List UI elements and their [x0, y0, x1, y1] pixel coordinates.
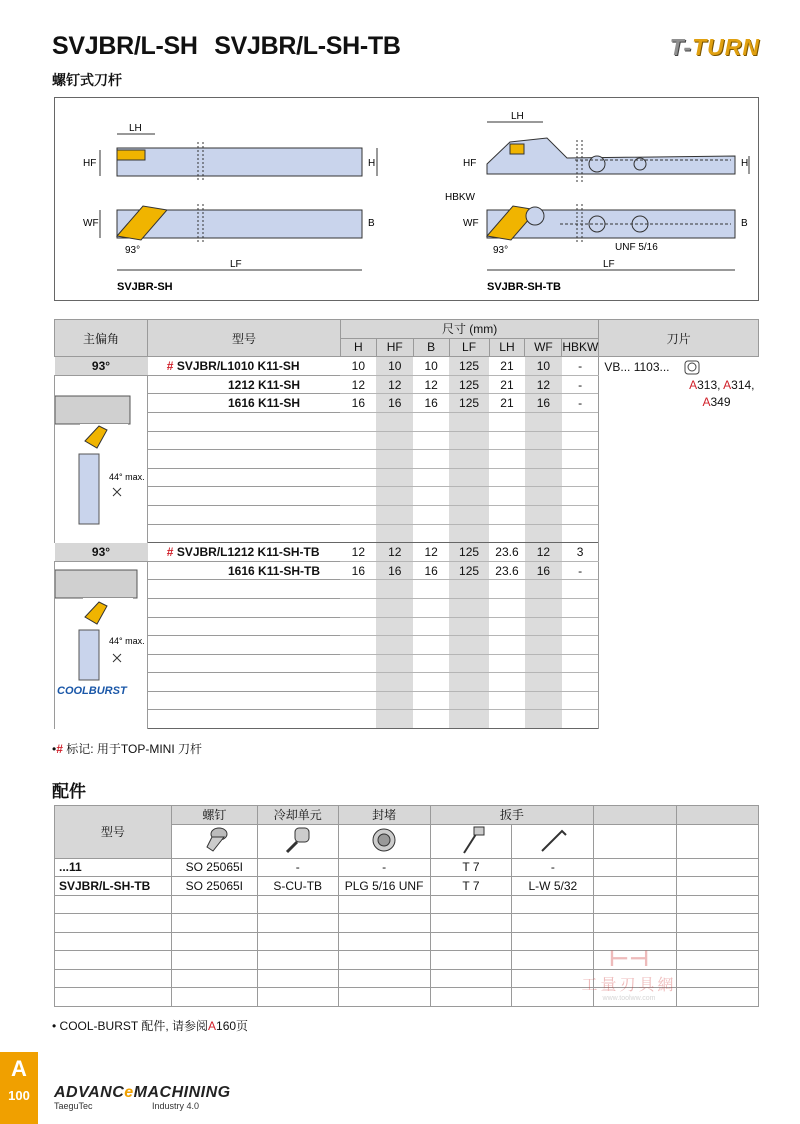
dim-hf: 12 — [376, 375, 413, 394]
dim-lf: 125 — [449, 394, 489, 413]
dim-hf: 16 — [376, 394, 413, 413]
insert-code: VB... 1103... — [604, 360, 670, 375]
empty-row — [55, 895, 759, 914]
dim-wf: 10 — [525, 357, 562, 376]
model-prefix: SVJBR/L — [176, 544, 228, 559]
holder-tb-side — [487, 138, 735, 174]
ref-page: 349 — [710, 395, 731, 410]
label-wf: WF — [83, 218, 99, 229]
ref-page: 314, — [731, 378, 755, 393]
model-prefix: SVJBR/L — [176, 358, 228, 373]
note-top-mini — [52, 740, 202, 757]
insert-cell-empty — [599, 543, 759, 729]
model-name: 1616 K11-SH — [228, 396, 301, 411]
dim-hbkw: 3 — [562, 543, 599, 562]
label-h: H — [368, 158, 376, 169]
insert-icon — [683, 359, 703, 377]
label-tb-hbkw: HBKW — [445, 192, 475, 203]
acc-wrench2: L-W 5/32 — [512, 877, 594, 896]
model-name: 1212 K11-SH — [228, 377, 301, 392]
torx-wrench-icon — [430, 824, 512, 858]
acc-wrench1: T 7 — [430, 877, 512, 896]
acc-plug: PLG 5/16 UNF — [338, 877, 430, 896]
dim-hf: 10 — [376, 357, 413, 376]
acc-plug: - — [338, 858, 430, 877]
watermark-text: 工量刃具網 — [581, 977, 677, 994]
dim-h: 12 — [340, 543, 376, 562]
dim-hbkw: - — [562, 394, 599, 413]
dim-lh: 21 — [489, 394, 525, 413]
dim-h: 16 — [340, 561, 376, 580]
dim-lf: 125 — [449, 357, 489, 376]
dim-lf: 125 — [449, 375, 489, 394]
brand-part1: ADVANC — [54, 1084, 125, 1101]
ref-letter: A — [689, 378, 698, 393]
dim-h: 10 — [340, 357, 376, 376]
watermark — [574, 946, 684, 1006]
note2-ref: A — [208, 1019, 217, 1033]
note2-post: 160页 — [216, 1019, 249, 1033]
watermark-url: www.toolww.com — [602, 995, 656, 1002]
model-cell — [148, 394, 341, 413]
spec-table — [54, 319, 759, 729]
header-model: 型号 — [148, 320, 341, 357]
label-tb-lh: LH — [511, 111, 524, 122]
logo-main: TURN — [692, 34, 760, 60]
table-row — [55, 858, 759, 877]
dimension-diagram — [54, 97, 759, 301]
logo-prefix: T- — [669, 34, 693, 60]
ref-page: 313, — [697, 378, 724, 393]
acc-header-screw: 螺钉 — [171, 806, 257, 825]
dimension-drawing — [55, 98, 760, 302]
model-name: 1616 K11-SH-TB — [228, 563, 321, 578]
table-row — [55, 877, 759, 896]
note2-pre: • COOL-BURST 配件, 请参阅 — [52, 1019, 208, 1033]
dim-h: 12 — [340, 375, 376, 394]
brand-tagline: Industry 4.0 — [152, 1101, 200, 1111]
dim-b: 12 — [413, 375, 449, 394]
max-angle-label: 44° max. — [109, 471, 145, 482]
tool-illustration-icon — [55, 376, 147, 526]
watermark-symbol-icon: ⊢⊣ — [608, 946, 650, 971]
note-coolburst — [52, 1017, 248, 1034]
dim-hf: 16 — [376, 561, 413, 580]
label-tb-hf: HF — [463, 158, 477, 169]
label-tb-b: B — [741, 218, 748, 229]
dim-lh: 21 — [489, 375, 525, 394]
dim-hbkw: - — [562, 375, 599, 394]
label-tb-unf: UNF 5/16 — [615, 242, 658, 253]
advance-machining-logo — [54, 1084, 231, 1102]
dim-lf: 125 — [449, 561, 489, 580]
acc-cooling: S-CU-TB — [257, 877, 338, 896]
tool-image-1 — [55, 375, 148, 542]
cooling-unit-icon — [257, 824, 338, 858]
dim-wf: 16 — [525, 394, 562, 413]
angle-cell: 93° — [55, 357, 148, 376]
section-letter: A — [11, 1056, 27, 1081]
empty-row — [55, 914, 759, 933]
insert-cell — [599, 357, 759, 543]
label-lh: LH — [129, 123, 142, 134]
label-lf: LF — [230, 259, 242, 270]
page-subtitle: 螺钉式刀杆 — [52, 72, 122, 88]
header-h: H — [340, 338, 376, 357]
note-text: 标记: 用于TOP-MINI 刀杆 — [62, 742, 203, 756]
caption-right: SVJBR-SH-TB — [487, 281, 561, 293]
brand-company: TaeguTec — [54, 1101, 93, 1111]
max-angle-label: 44° max. — [109, 635, 145, 646]
header-hbkw: HBKW — [562, 338, 599, 357]
label-tb-h: H — [741, 158, 749, 169]
brand-e: e — [124, 1084, 134, 1101]
bullet: • — [52, 742, 57, 756]
acc-wrench2: - — [512, 858, 594, 877]
header-hf: HF — [376, 338, 413, 357]
dim-h: 16 — [340, 394, 376, 413]
dim-lh: 23.6 — [489, 543, 525, 562]
dim-lh: 23.6 — [489, 561, 525, 580]
acc-model: SVJBR/L-SH-TB — [55, 877, 172, 896]
model-name: 1212 K11-SH-TB — [227, 544, 320, 559]
plug-icon — [338, 824, 430, 858]
top-mini-mark: # — [166, 358, 174, 373]
tool-image-2 — [55, 561, 148, 728]
acc-header-wrench: 扳手 — [430, 806, 594, 825]
label-angle: 93° — [125, 245, 141, 256]
tool-illustration-icon — [55, 562, 147, 712]
dim-b: 12 — [413, 543, 449, 562]
acc-screw: SO 25065I — [171, 858, 257, 877]
dim-lh: 21 — [489, 357, 525, 376]
coolburst-logo: COOLBURST — [57, 684, 127, 697]
label-tb-lf: LF — [603, 259, 615, 270]
screw-icon — [171, 824, 257, 858]
model-cell — [148, 357, 341, 376]
insert-side — [117, 150, 145, 160]
holder-side-view — [117, 148, 362, 176]
dim-b: 16 — [413, 394, 449, 413]
dim-b: 10 — [413, 357, 449, 376]
label-hf: HF — [83, 158, 97, 169]
header-lf: LF — [449, 338, 489, 357]
model-name: 1010 K11-SH — [227, 358, 300, 373]
label-tb-angle: 93° — [493, 245, 509, 256]
top-mini-mark: # — [166, 544, 174, 559]
header-dims: 尺寸 (mm) — [340, 320, 598, 339]
dim-lf: 125 — [449, 543, 489, 562]
dim-hf: 12 — [376, 543, 413, 562]
header-wf: WF — [525, 338, 562, 357]
caption-left: SVJBR-SH — [117, 281, 173, 293]
dim-wf: 16 — [525, 561, 562, 580]
insert-tb-side — [510, 144, 524, 154]
header-lh: LH — [489, 338, 525, 357]
table-row — [55, 543, 759, 562]
accessories-title: 配件 — [52, 782, 86, 801]
model-cell — [148, 561, 341, 580]
brand-part2: MACHINING — [133, 1084, 231, 1101]
model-cell — [148, 375, 341, 394]
acc-model: ...11 — [55, 858, 172, 877]
ref-letter: A — [723, 378, 732, 393]
label-b: B — [368, 218, 375, 229]
model-cell — [148, 543, 341, 562]
angle-cell: 93° — [55, 543, 148, 562]
header-insert: 刀片 — [599, 320, 759, 357]
ref-letter: A — [702, 395, 711, 410]
dim-hbkw: - — [562, 561, 599, 580]
t-turn-logo — [670, 34, 760, 61]
page-title: SVJBR/L-SH SVJBR/L-SH-TB — [52, 32, 401, 60]
hex-key-icon — [512, 824, 594, 858]
acc-header-model: 型号 — [55, 806, 172, 859]
acc-cooling: - — [257, 858, 338, 877]
note-mark: # — [56, 742, 63, 756]
page-number: 100 — [8, 1088, 30, 1103]
acc-header-plug: 封堵 — [338, 806, 430, 825]
acc-screw: SO 25065I — [171, 877, 257, 896]
dim-b: 16 — [413, 561, 449, 580]
acc-header-cooling: 冷却单元 — [257, 806, 338, 825]
dim-hbkw: - — [562, 357, 599, 376]
dim-wf: 12 — [525, 375, 562, 394]
header-angle: 主偏角 — [55, 320, 148, 357]
acc-wrench1: T 7 — [430, 858, 512, 877]
dim-wf: 12 — [525, 543, 562, 562]
header-b: B — [413, 338, 449, 357]
label-tb-wf: WF — [463, 218, 479, 229]
table-row — [55, 357, 759, 376]
